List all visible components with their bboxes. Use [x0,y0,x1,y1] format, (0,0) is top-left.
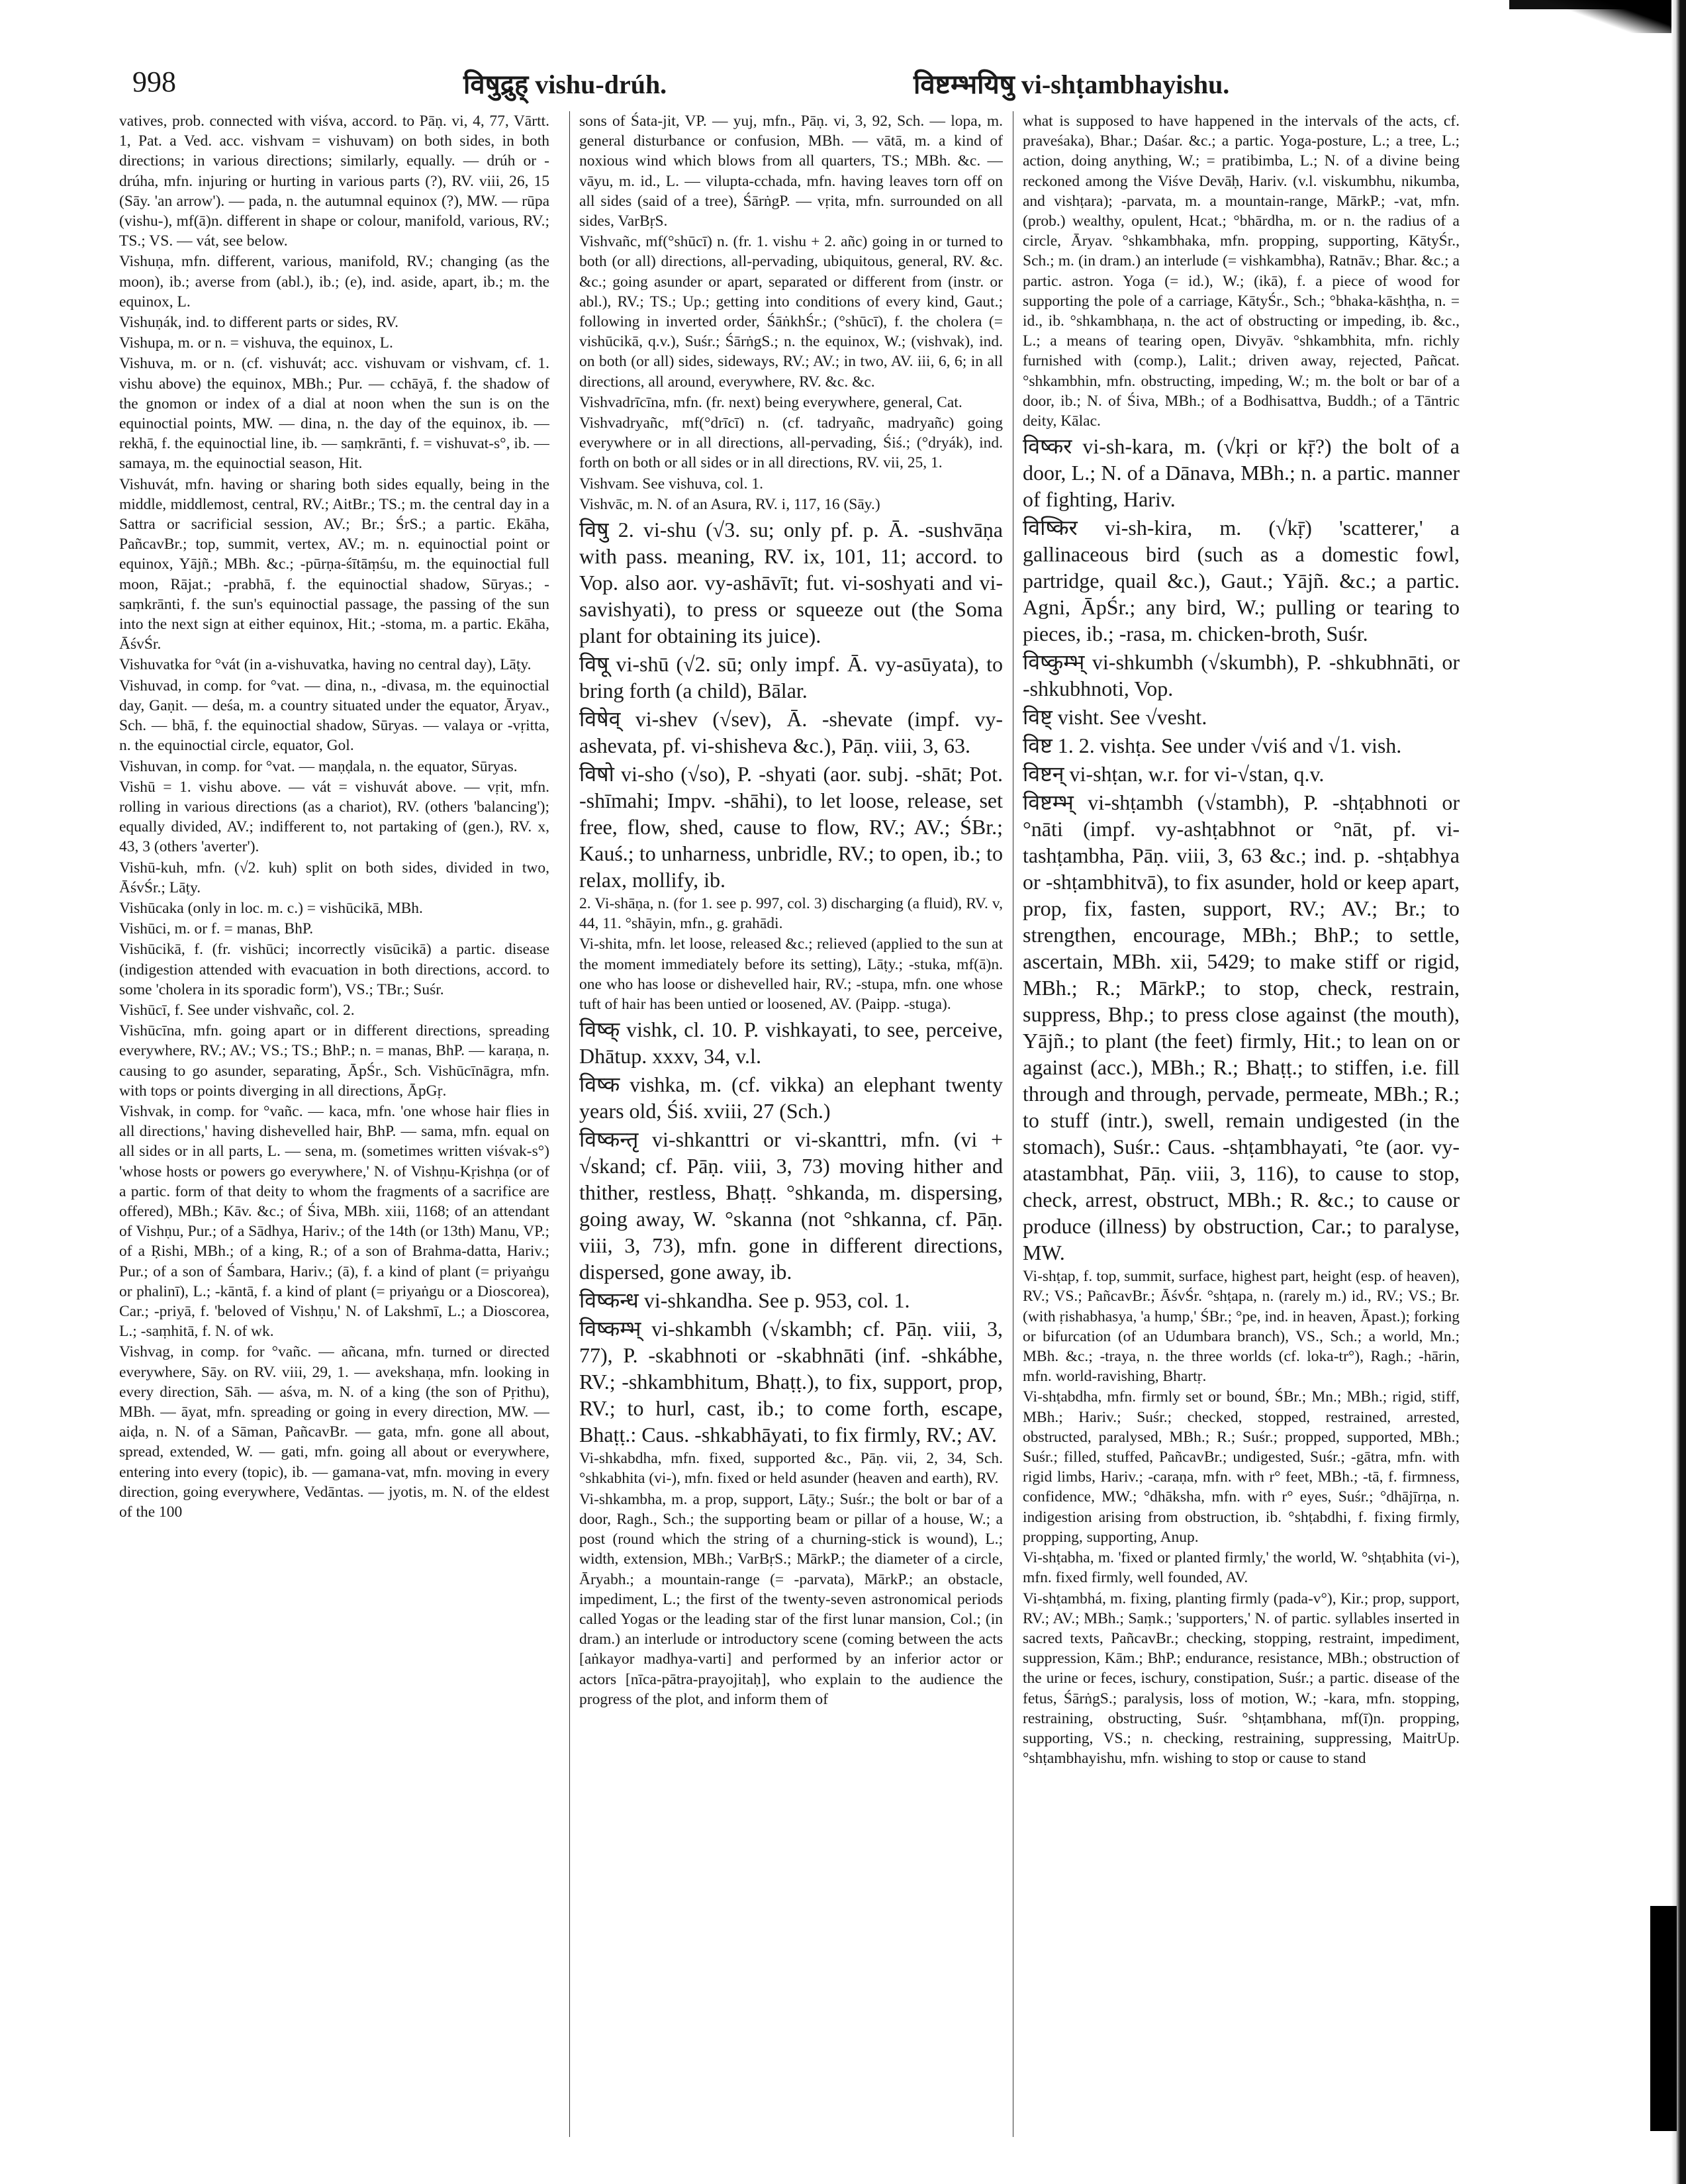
dictionary-entry: what is supposed to have happened in the intervals of the acts, cf. praveśaka), Bhar.; Daśar. &c.; a partic. Yoga-posture, L.; a tree, L.; action, doing anything, W.; = pratibimba, L.; N. of a divine being reckoned among the Viśve Devāḥ, Hariv. (v.l. viskumbhu, nikumba, and vishṭara); -parvata, m. a mountain-range, MārkP.; -vat, mfn. (prob.) wealthy, opulent, Hcat.; °bhārdha, m. or n. the radius of a circle, Āryav. °shkambhaka, mfn. propping, supporting, KātyŚr., Sch.; m. (in dram.) an interlude (= vishkambha), Ratnāv.; Bhar. &c.; a partic. astron. Yoga (= id.), W.; (ikā), f. a piece of wood for supporting the pole of a carriage, KātyŚr., Sch.; °bhaka-kāshṭha, n. = id., ib. °shkambhaṇa, n. the act of obstructing or impeding, ib. &c., L.; a means of tearing open, Divyāv. °shkambhita, mfn. richly furnished with (comp.), Lalit.; driven away, rejected, Pañcat. °shkambhin, mfn. obstructing, impeding, W.; m. the bolt or bar of a door, ib.; N. of Śiva, MBh.; of a Bodhisattva, Buddh.; of a Tāntric deity, Kālac. [1023,113,1460,430]
dictionary-entry: विषु 2. vi-shu (√3. su; only pf. p. Ā. -sushvāṇa with pass. meaning, RV. ix, 101, 11; accord. to Vop. also aor. vy-ashāvīt; fut. vi-soshyati and vi-savishyati), to press or squeeze out (the Soma plant for obtaining its juice). [579,518,1003,648]
dictionary-entry: विषो vi-sho (√so), P. -shyati (aor. subj. -shāt; Pot. -shīmahi; Impv. -shāhi), to let loose, release, set free, flow, shed, cause to flow, RV.; AV.; ŚBr.; Kauś.; to unharness, unbridle, RV.; to open, ib.; to relax, mollify, ib. [579,762,1003,892]
dictionary-entry: sons of Śata-jit, VP. — yuj, mfn., Pāṇ. vi, 3, 92, Sch. — lopa, m. general disturbance or confusion, MBh. — vātā, m. a kind of noxious wind which blows from all quarters, TS.; MBh. &c. — vāyu, m. id., L. — vilupta-cchada, mfn. having leaves torn off on all sides (said of a tree), ŚārṅgP. — vṛita, mfn. surrounded on all sides, VarBṛS. [579,113,1003,230]
dictionary-entry: Vi-shita, mfn. let loose, released &c.; relieved (applied to the sun at the moment immediately before its setting), Lāṭy.; -stuka, mf(ā)n. one who has loose or dishevelled hair, RV.; -stupa, mfn. one whose tuft of hair has been untied or loosened, AV. (Paipp. -stuga). [579,935,1003,1014]
dictionary-entry: विष्क् vishk, cl. 10. P. vishkayati, to see, perceive, Dhātup. xxxv, 34, v.l. [579,1018,1003,1068]
dictionary-entry: Vishuvan, in comp. for °vat. — maṇḍala, n. the equator, Sūryas. [119,757,518,775]
dictionary-entry: Vishvañc, mf(°shūcī) n. (fr. 1. vishu + 2. añc) going in or turned to both (or all) directions, all-pervading, ubiquitous, general, RV. &c. &c.; going asunder or apart, separated or different from (instr. or abl.), RV.; TS.; Up.; getting into conditions of every kind, Gaut.; following in inverted order, ŚāṅkhŚr.; (°shūcī), f. the cholera (= vishūcikā, q.v.), Suśr.; ŚārṅgS.; n. the equinox, W.; (vishvak), ind. on both (or all) sides, sideways, RV.; AV.; in two, AV. iii, 6, 6; in all directions, all around, everywhere, RV. &c. &c. [579,233,1003,391]
dictionary-entry: Vishū-kuh, mfn. (√2. kuh) split on both sides, divided in two, ĀśvŚr.; Lāṭy. [119,859,549,896]
dictionary-entry: Vi-shkambha, m. a prop, support, Lāṭy.; Suśr.; the bolt or bar of a door, Ragh., Sch.; the supporting beam or pillar of a house, W.; a post (round which the string of a churning-stick is wound), L.; width, extension, MBh.; VarBṛS.; MārkP.; the diameter of a circle, Āryabh.; a mountain-range (= -parvata), MārkP.; an obstacle, impediment, L.; the first of the twenty-seven astronomical periods called Yogas or the leading star of the first lunar mansion, Col.; (in dram.) an interlude or introductory scene (coming between the acts [aṅkayor madhya-varti] and performed by an inferior actor or actors [nīca-pātra-prayojitaḥ], who explain to the audience the progress of the plot, and inform them of [579,1490,1003,1708]
dictionary-entry: विष्क vishka, m. (cf. vikka) an elephant twenty years old, Śiś. xviii, 27 (Sch.) [579,1072,1003,1123]
dictionary-entry: 2. Vi-shāṇa, n. (for 1. see p. 997, col. 3) discharging (a fluid), RV. v, 44, 11. °shāyin, mfn., g. grahādi. [579,895,1003,933]
dictionary-entry: विषेव् vi-shev (√sev), Ā. -shevate (impf. vy-ashevata, pf. vi-shisheva &c.), Pāṇ. viii, 3, 63. [579,707,1003,758]
page-header [132,65,1463,111]
column-1 [119,111,549,2137]
dictionary-entry: Vi-shṭambhá, m. fixing, planting firmly (pada-v°), Kir.; prop, support, RV.; AV.; MBh.; Saṃk.; 'supporters,' N. of partic. syllables inserted in sacred texts, PañcavBr.; checking, stopping, restraint, impediment, suppression, Kām.; BhP.; endurance, resistance, MBh.; obstruction of the urine or feces, ischury, constipation, Suśr.; a partic. disease of the fetus, ŚārṅgS.; paralysis, loss of motion, W.; -kara, mfn. stopping, restraining, obstructing, Suśr. °shṭambhana, mf(ī)n. propping, supporting, VS.; n. checking, restraining, suppressing, MaitrUp. °shṭambhayishu, mfn. wishing to stop or cause to stand [1023,1590,1460,1768]
column-3 [1013,111,1460,2137]
page-edge-right [1671,0,1686,2184]
dictionary-entry: विष्कन्ध vi-shkandha. See p. 953, col. 1. [579,1288,910,1313]
dictionary-entry: Vi-shkabdha, mfn. fixed, supported &c., Pāṇ. vii, 2, 34, Sch. °shkabhita (vi-), mfn. fixed or held asunder (heaven and earth), RV. [579,1450,1003,1488]
dictionary-entry: Vi-shṭabha, m. 'fixed or planted firmly,' the world, W. °shṭabhita (vi-), mfn. fixed firmly, well founded, AV. [1023,1549,1460,1587]
dictionary-entry: Vi-shṭabdha, mfn. firmly set or bound, ŚBr.; Mn.; MBh.; rigid, stiff, MBh.; Hariv.; Suśr.; checked, stopped, restrained, arrested, obstructed, paralysed, MBh.; R.; Suśr.; propped, supported, MBh.; Suśr.; filled, stuffed, PañcavBr.; undigested, Suśr.; -gātra, mfn. with rigid limbs, Hariv.; -caraṇa, mfn. with r° feet, MBh.; -tā, f. firmness, confidence, MW.; °dhāksha, mfn. with r° eyes, Suśr.; °dhājīrṇa, n. indigestion arising from obstruction, ib. °shṭabdhi, f. fixing firmly, propping, supporting, Anup. [1023,1388,1460,1546]
dictionary-entry: Vishvag, in comp. for °vañc. — añcana, mfn. turned or directed everywhere, Sāy. on RV. viii, 29, 1. — avekshaṇa, mfn. looking in every direction, Sāh. — aśva, m. N. of a king (the son of Pṛithu), MBh. — āyat, mfn. spreading or going in every direction, MW. — aiḍa, n. N. of a Sāman, PañcavBr. — gata, mfn. gone all about, spread, extended, W. — gati, mfn. going all about or everywhere, entering into every (topic), ib. — gamana-vat, mfn. moving in every direction, going everywhere, Vedāntas. — jyotis, m. N. of the eldest of the 100 [119,1343,549,1521]
dictionary-entry: विष्कुम्भ् vi-shkumbh (√skumbh), P. -shkubhnāti, or -shkubhnoti, Vop. [1023,650,1460,701]
dictionary-entry: Vishuvatka for °vát (in a-vishuvatka, having no central day), Lāṭy. [119,656,532,674]
dictionary-entry: Vi-shṭap, f. top, summit, surface, highest part, height (esp. of heaven), RV.; VS.; PañcavBr.; ĀśvŚr. °shṭapa, n. (rarely m.) id., RV.; VS.; Br. (with ṛishabhasya, 'a hump,' ŚBr.; °pe, ind. in heaven, Āpast.); forking or bifurcation (of an Udumbara branch), VS., Sch.; a world, Mn.; MBh. &c.; -traya, n. the three worlds (cf. loka-tr°), Ragh.; -hārin, mfn. world-ravishing, Bhartṛ. [1023,1268,1460,1386]
dictionary-entry: Vishvāc, m. N. of an Asura, RV. i, 117, 16 (Sāy.) [579,495,880,513]
dictionary-entry: विष्ट 1. 2. vishṭa. See under √viś and √1. vish. [1023,734,1402,758]
dictionary-entry: विष्कम्भ् vi-shkambh (√skambh; cf. Pāṇ. viii, 3, 77), P. -skabhnoti or -skabhnāti (inf. -shkábhe, RV.; -shkambhitum, Bhaṭṭ.), to fix, support, prop, RV.; to hurl, cast, ib.; to come forth, escape, Bhaṭṭ.: Caus. -shkabhāyati, to fix firmly, RV.; AV. [579,1317,1003,1447]
dictionary-entry: विषू vi-shū (√2. sū; only impf. Ā. vy-asūyata), to bring forth (a child), Bālar. [579,652,1003,703]
dictionary-entry: विष्टम्भ् vi-shṭambh (√stambh), P. -shṭabhnoti or °nāti (impf. vy-ashṭabhnot or °nāt, pf. vi-tashṭambha, Pāṇ. viii, 3, 63 &c.; ind. p. -shṭabhya or -shṭambhitvā), to fix asunder, hold or keep apart, prop, fix, fasten, support, RV.; AV.; Br.; to strengthen, encourage, MBh.; BhP.; to settle, ascertain, MBh. xii, 5429; to make stiff or rigid, MBh.; R.; MārkP.; to stop, check, restrain, suppress, Bhp.; to press close against (the mouth), Yājñ.; to plant (the feet) firmly, Hit.; to lean on or against (acc.), MBh.; R.; Bhaṭṭ.; to stiffen, i.e. fill through and through, pervade, permeate, MBh.; R.; to stuff (intr.), swell, remain undigested (in the stomach), Suśr.: Caus. -shṭambhayati, °te (aor. vy-atastambhat, Pāṇ. viii, 3, 116), to cause to stop, check, arrest, obstruct, MBh.; R. &c.; to cause or produce (illness) by obstruction, Car.; to paralyse, MW. [1023,790,1460,1265]
dictionary-entry: Vishuvát, mfn. having or sharing both sides equally, being in the middle, middlemost, central, RV.; AitBr.; TS.; m. the central day in a Sattra or sacrificial session, AV.; Br.; ŚrS.; a partic. Ekāha, PañcavBr.; top, summit, vertex, AV.; m. n. equinoctial point or equinox, Yājñ.; MBh. &c.; -pūrṇa-śītāṃśu, m. the equinoctial full moon, Rājat.; -prabhā, f. the equinoctial shadow, Sūryas.; -saṃkrānti, f. the sun's equinoctial passage, the passing of the sun into the next sign at either equinox, Hit.; -stoma, m. a partic. Ekāha, ĀśvŚr. [119,475,549,653]
dictionary-entry: Vishuṇák, ind. to different parts or sides, RV. [119,314,399,332]
dictionary-entry: Vishvadrīcīna, mfn. (fr. next) being everywhere, general, Cat. [579,393,962,411]
dictionary-columns [119,111,1460,2137]
dictionary-entry: Vishūcī, f. See under vishvañc, col. 2. [119,1001,355,1019]
dictionary-entry: विष्किर vi-sh-kira, m. (√kṝ) 'scatterer,' a gallinaceous bird (such as a domestic fowl, partridge, quail &c.), Gaut.; Yājñ. &c.; a partic. Agni, ĀpŚr.; any bird, W.; pulling or tearing to pieces, ib.; -rasa, m. chicken-broth, Suśr. [1023,516,1460,646]
left-headword: विषुद्रुह् vishu-drúh. [463,70,667,99]
dictionary-entry: Vishūcikā, f. (fr. vishūci; incorrectly visūcikā) a partic. disease (indigestion attended with evacuation in both directions, accord. to some 'cholera in its sporadic form'), VS.; TBr.; Suśr. [119,941,549,998]
dictionary-entry: Vishūci, m. or f. = manas, BhP. [119,920,314,938]
dictionary-entry: विष्ट् visht. See √vesht. [1023,705,1207,730]
column-2 [569,111,1003,2137]
dictionary-entry: Vishvadryañc, mf(°drīcī) n. (cf. tadryañc, madryañc) going everywhere or in all directions, all-pervading, Śiś.; (°dryák), ind. forth on both or all sides or in all directions, RV. vii, 25, 1. [579,414,1003,472]
dictionary-entry: Vishū = 1. vishu above. — vát = vishuvát above. — vṛit, mfn. rolling in various directions (as a chariot), RV. (others 'balancing'); equally divided, AV.; indifferent to, not partaking of (gen.), RV. x, 43, 3 (others 'averter'). [119,778,549,856]
page-edge-bottom [1650,1906,1677,2131]
dictionary-entry: विष्कन्तृ vi-shkanttri or vi-skanttri, mfn. (vi + √skand; cf. Pāṇ. viii, 3, 73) moving hither and thither, restless, Bhaṭṭ. °shkanda, m. dispersing, going away, W. °skanna (not °shkanna, cf. Pāṇ. viii, 3, 73), mfn. gone in different directions, dispersed, gone away, ib. [579,1127,1003,1284]
dictionary-entry: Vishvak, in comp. for °vañc. — kaca, mfn. 'one whose hair flies in all directions,' having dishevelled hair, BhP. — sama, mfn. equal on all sides or in all parts, L. — sena, m. (sometimes written viśvak-s°) 'whose hosts or powers go everywhere,' N. of Vishṇu-Kṛishṇa (or of a partic. form of that deity to whom the fragments of a sacrifice are offered), MBh.; Kāv. &c.; of Śiva, MBh. xiii, 1168; of an attendant of Vishṇu, Pur.; of a Sādhya, Hariv.; of the 14th (or 13th) Manu, VP.; of a Ṛishi, MBh.; of a king, R.; of a son of Brahma-datta, Hariv.; Pur.; of a son of Śambara, Hariv.; (ā), f. a kind of plant (= priyaṅgu or phalinī), L.; -kāntā, f. a kind of plant (= priyaṅgu or a Dioscorea), Car.; -priyā, f. 'beloved of Vishṇu,' N. of Lakshmī, L.; a Dioscorea, L.; -saṃhitā, f. N. of wk. [119,1102,549,1341]
page-corner-shadow [1534,0,1686,33]
dictionary-entry: Vishūcīna, mfn. going apart or in different directions, spreading everywhere, RV.; AV.; VS.; TS.; BhP.; n. = manas, BhP. — karaṇa, n. causing to go asunder, separating, ĀpŚr., Sch. Vishūcīnāgra, mfn. with tops or points diverging in all directions, ĀpGṛ. [119,1022,549,1100]
dictionary-entry: Vishvam. See vishuva, col. 1. [579,475,763,493]
right-headword: विष्टम्भयिषु vi-shṭambhayishu. [913,70,1230,99]
dictionary-entry: vatives, prob. connected with viśva, accord. to Pāṇ. vi, 4, 77, Vārtt. 1, Pat. a Ved. acc. vishvam = vishuvam) on both sides, in both directions; in various directions; similarly, equally. — drúh or -drúha, mfn. injuring or hurting in various parts (?), RV. viii, 26, 15 (Sāy. 'an arrow'). — pada, n. the autumnal equinox (?), MW. — rūpa (vishu-), mf(ā)n. different in shape or colour, manifold, various, RV.; TS.; VS. — vát, see below. [119,113,549,250]
dictionary-entry: Vishuvad, in comp. for °vat. — dina, n., -divasa, m. the equinoctial day, Gaṇit. — deśa, m. a country situated under the equator, Āryav., Sch. — bhā, f. the equinoctial shadow, Sūryas. — valaya or -vṛitta, n. the equinoctial circle, equator, Gol. [119,677,549,755]
dictionary-entry: विष्कर vi-sh-kara, m. (√kṛi or kṝ?) the bolt of a door, L.; N. of a Dānava, MBh.; n. a partic. manner of fighting, Hariv. [1023,434,1460,512]
dictionary-entry: विष्टन् vi-shṭan, w.r. for vi-√stan, q.v. [1023,762,1325,786]
dictionary-entry: Vishuṇa, mfn. different, various, manifold, RV.; changing (as the moon), ib.; averse from (abl.), ib.; (e), ind. aside, apart, ib.; m. the equinox, L. [119,253,549,310]
page-number: 998 [132,66,176,98]
dictionary-entry: Vishuva, m. or n. (cf. vishuvát; acc. vishuvam or vishvam, cf. 1. vishu above) the equinox, MBh.; Pur. — cchāyā, f. the shadow of the gnomon or index of a dial at noon when the sun is on the equinoctial points, MW. — dina, n. the day of the equinox, ib. — rekhā, f. the equinoctial line, ib. — saṃkrānti, f. = vishuvat-s°, ib. — samaya, m. the equinoctial season, Hit. [119,355,549,473]
dictionary-entry: Vishupa, m. or n. = vishuva, the equinox, L. [119,334,393,352]
dictionary-entry: Vishūcaka (only in loc. m. c.) = vishūcikā, MBh. [119,899,423,917]
